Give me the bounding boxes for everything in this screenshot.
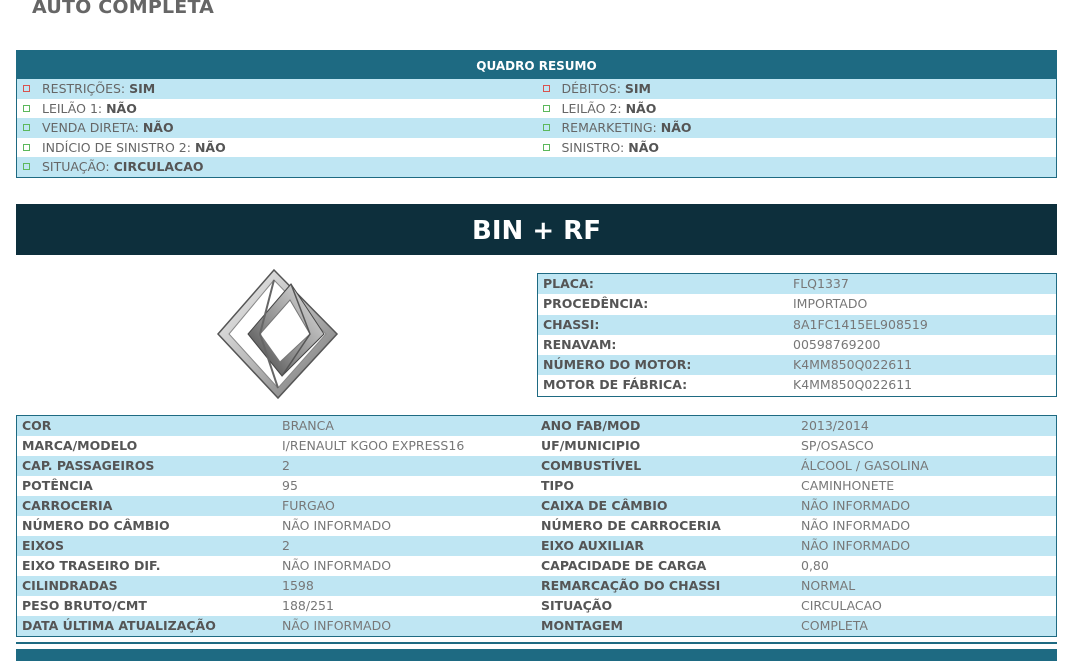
summary-value: NÃO [660,120,692,136]
summary-body [17,79,1056,177]
detail-label: CAPACIDADE DE CARGA [541,558,707,573]
detail-label: SITUAÇÃO [541,598,613,613]
plate-label: PROCEDÊNCIA: [543,296,649,312]
detail-value: NORMAL [801,578,856,593]
detail-label: COR [22,418,52,433]
page-title: AUTO COMPLETA [32,0,215,18]
summary-value: SIM [129,81,156,96]
status-ok-icon [543,144,550,151]
plate-value: IMPORTADO [793,296,868,312]
detail-value: SP/OSASCO [801,438,874,453]
plate-row [538,355,1056,375]
summary-item [17,79,537,99]
summary-item [537,118,1057,138]
detail-value: 1598 [282,578,314,593]
detail-label: TIPO [541,478,574,493]
detail-label: POTÊNCIA [22,478,93,493]
detail-label: PESO BRUTO/CMT [22,598,147,613]
summary-label: VENDA DIRETA: [42,120,139,136]
plate-label: RENAVAM: [543,336,617,352]
plate-label: NÚMERO DO MOTOR: [543,357,692,373]
detail-value: NÃO INFORMADO [801,498,911,513]
plate-row [538,274,1056,294]
detail-value: NÃO INFORMADO [282,558,392,573]
detail-row [17,496,1056,516]
status-ok-icon [543,124,550,131]
detail-value: CIRCULACAO [801,598,882,613]
detail-label: ANO FAB/MOD [541,418,641,433]
summary-item [17,157,537,177]
summary-row [17,138,1056,158]
summary-item [17,118,537,138]
detail-label: UF/MUNICIPIO [541,438,641,453]
status-ok-icon [23,124,30,131]
summary-item [537,79,1057,99]
plate-label: PLACA: [543,276,594,291]
detail-value: BRANCA [282,418,334,433]
status-ok-icon [23,144,30,151]
summary-panel [16,50,1057,178]
status-ok-icon [23,105,30,112]
detail-value: 188/251 [282,598,334,613]
summary-item [17,138,537,158]
plate-value: K4MM850Q022611 [793,357,913,373]
detail-value: FURGAO [282,498,335,513]
detail-row [17,436,1056,456]
detail-row [17,416,1056,436]
plate-row [538,375,1056,395]
plate-value: K4MM850Q022611 [793,377,913,393]
summary-value: SIM [624,81,651,96]
summary-label: LEILÃO 1: [42,100,103,116]
detail-value: 2013/2014 [801,418,869,433]
section-banner: BIN + RF [16,204,1057,255]
plate-row [538,294,1056,314]
summary-value: CIRCULACAO [113,159,204,175]
summary-value: NÃO [142,120,174,136]
detail-label: REMARCAÇÃO DO CHASSI [541,578,721,593]
plate-row [538,315,1056,335]
detail-row [17,596,1056,616]
detail-value: ÁLCOOL / GASOLINA [801,458,929,473]
summary-label: SITUAÇÃO: [42,159,110,175]
status-ok-icon [23,163,30,170]
plate-info-table [537,273,1057,397]
detail-label: EIXOS [22,538,65,553]
plate-label: CHASSI: [543,316,600,332]
summary-label: INDÍCIO DE SINISTRO 2: [42,139,191,155]
plate-value: 00598769200 [793,336,881,352]
summary-item [537,99,1057,119]
vehicle-details-table [16,415,1057,637]
next-section-banner [16,649,1057,661]
detail-label: CAIXA DE CÂMBIO [541,498,668,513]
detail-row [17,456,1056,476]
detail-value: 95 [282,478,298,493]
summary-row [17,79,1056,99]
plate-value: 8A1FC1415EL908519 [793,316,928,332]
detail-label: DATA ÚLTIMA ATUALIZAÇÃO [22,618,216,633]
summary-row [17,99,1056,119]
summary-item [17,99,537,119]
summary-value: NÃO [625,100,657,116]
summary-value: NÃO [194,139,226,155]
plate-label: MOTOR DE FÁBRICA: [543,377,688,393]
detail-value: COMPLETA [801,618,868,633]
summary-row [17,118,1056,138]
detail-label: MONTAGEM [541,618,623,633]
detail-value: 0,80 [801,558,829,573]
detail-value: CAMINHONETE [801,478,895,493]
detail-row [17,616,1056,636]
detail-value: 2 [282,538,290,553]
summary-label: SINISTRO: [561,139,625,155]
detail-row [17,536,1056,556]
renault-logo-icon [216,268,340,400]
status-alert-icon [23,85,30,92]
detail-row [17,556,1056,576]
summary-label: REMARKETING: [561,120,657,136]
summary-item [537,138,1057,158]
detail-value: NÃO INFORMADO [282,518,392,533]
detail-label: CILINDRADAS [22,578,118,593]
detail-label: NÚMERO DO CÂMBIO [22,518,170,533]
detail-label: NÚMERO DE CARROCERIA [541,518,721,533]
plate-row [538,335,1056,355]
summary-label: RESTRIÇÕES: [42,81,126,96]
detail-label: EIXO TRASEIRO DIF. [22,558,161,573]
detail-label: CARROCERIA [22,498,113,513]
summary-header: QUADRO RESUMO [17,51,1056,79]
detail-row [17,476,1056,496]
detail-value: NÃO INFORMADO [801,538,911,553]
detail-value: NÃO INFORMADO [282,618,392,633]
detail-value: I/RENAULT KGOO EXPRESS16 [282,438,465,453]
detail-label: CAP. PASSAGEIROS [22,458,155,473]
divider [16,642,1057,644]
summary-label: LEILÃO 2: [561,100,622,116]
detail-label: COMBUSTÍVEL [541,458,642,473]
summary-value: NÃO [106,100,137,116]
summary-row [17,157,1056,177]
detail-label: MARCA/MODELO [22,438,138,453]
detail-row [17,576,1056,596]
detail-row [17,516,1056,536]
summary-value: NÃO [628,139,659,155]
detail-value: 2 [282,458,290,473]
status-alert-icon [543,85,550,92]
plate-value: FLQ1337 [793,276,849,291]
detail-value: NÃO INFORMADO [801,518,911,533]
summary-label: DÉBITOS: [561,81,621,96]
detail-label: EIXO AUXILIAR [541,538,645,553]
status-ok-icon [543,105,550,112]
